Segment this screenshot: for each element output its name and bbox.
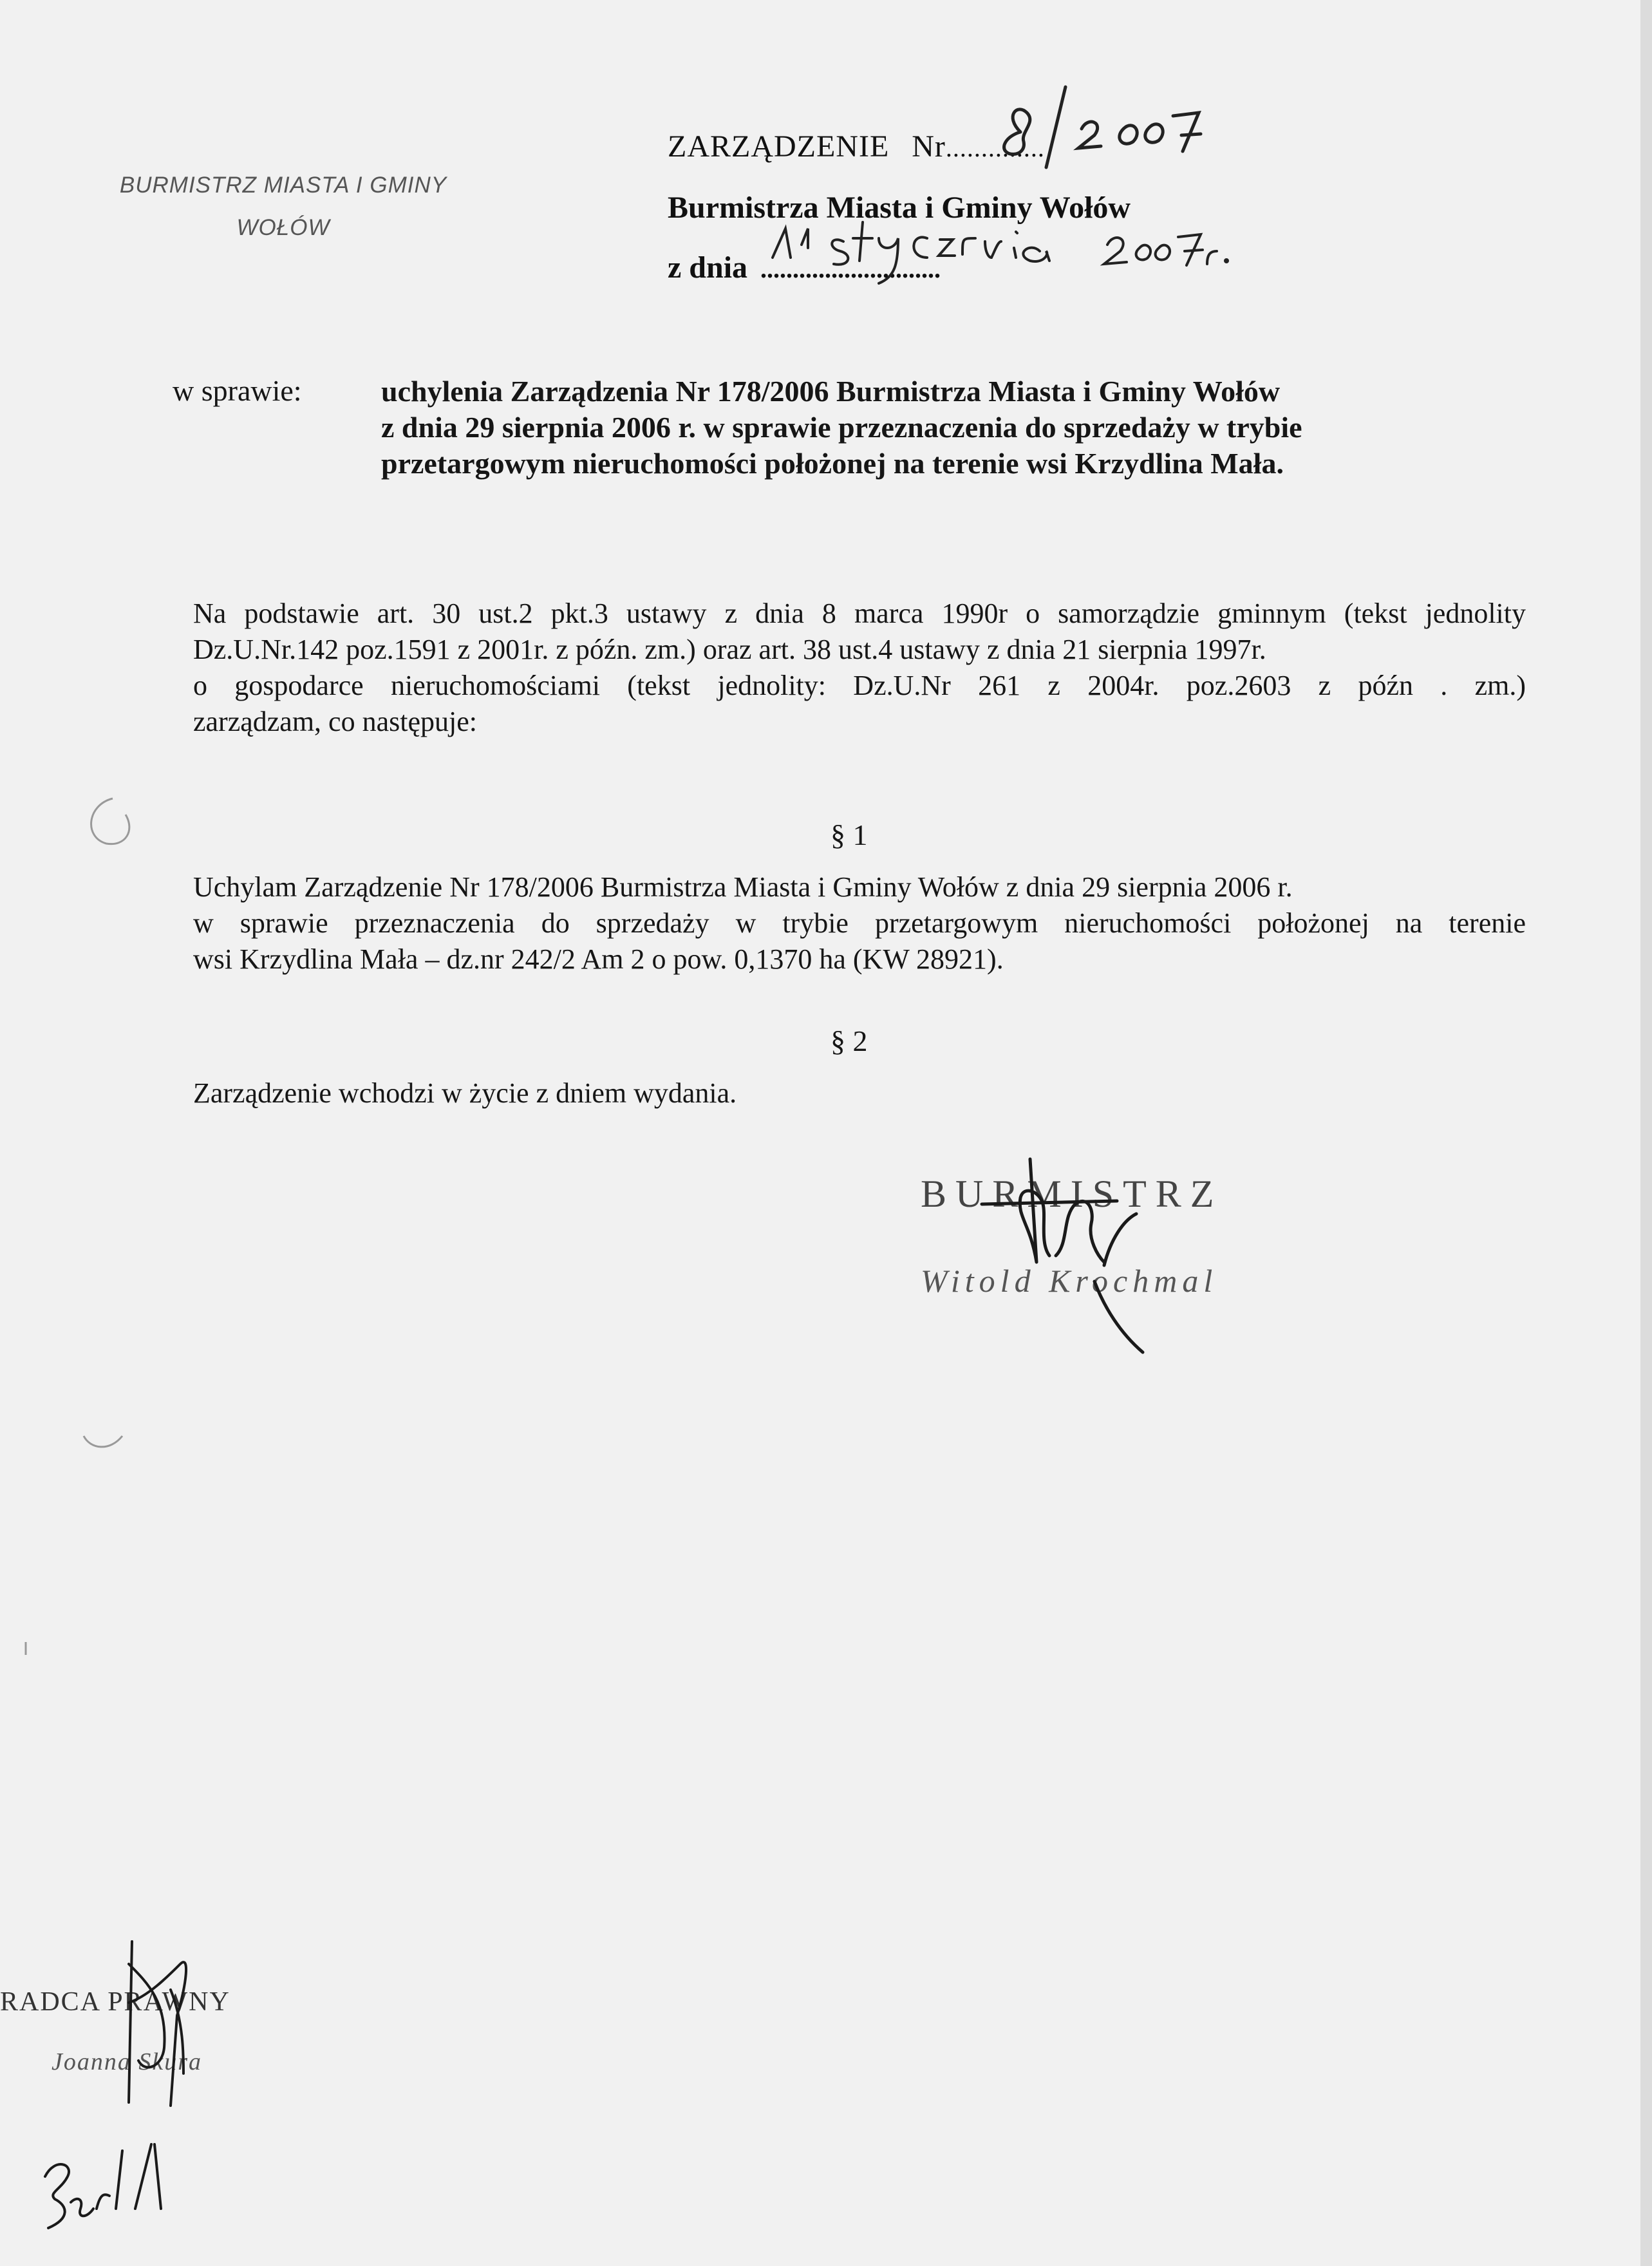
nr-dots: .............. bbox=[945, 133, 1045, 162]
authority-line: Burmistrza Miasta i Gminy Wołów bbox=[668, 191, 1131, 225]
section-1-symbol: § 1 bbox=[831, 818, 868, 851]
subject-label: w sprawie: bbox=[173, 374, 302, 407]
handwritten-date bbox=[773, 222, 1228, 283]
initials-paraph bbox=[45, 2144, 161, 2228]
section-line: w sprawie przeznaczenia do sprzedaży w trybie przetargowym nieruchomości położonej na terenie bbox=[193, 907, 1526, 939]
preamble-line: o gospodarce nieruchomościami (tekst jednolity: Dz.U.Nr 261 z 2004r. poz.2603 z późn . zm.) bbox=[193, 670, 1526, 701]
section-line: Zarządzenie wchodzi w życie z dniem wydania. bbox=[193, 1077, 737, 1109]
issuer-stamp-line2: WOŁÓW bbox=[236, 215, 330, 240]
nr-prefix: Nr bbox=[912, 129, 946, 164]
legal-counsel-stamp-name: Joanna Skura bbox=[52, 2048, 203, 2075]
section-line: wsi Krzydlina Mała – dz.nr 242/2 Am 2 o pow. 0,1370 ha (KW 28921). bbox=[193, 943, 1004, 975]
section-2-symbol: § 2 bbox=[831, 1024, 868, 1057]
scan-marks bbox=[26, 798, 129, 1655]
preamble-line: zarządzam, co następuje: bbox=[193, 706, 477, 737]
signature-stamp-name: Witold Krochmal bbox=[921, 1263, 1218, 1299]
legal-counsel-signature bbox=[129, 1941, 186, 2106]
date-dots: ............................ bbox=[760, 254, 941, 283]
mayor-signature bbox=[982, 1159, 1143, 1352]
preamble-line: Dz.U.Nr.142 poz.1591 z 2001r. z późn. zm.) oraz art. 38 ust.4 ustawy z dnia 21 sierpnia 1997r. bbox=[193, 634, 1266, 665]
preamble-line: Na podstawie art. 30 ust.2 pkt.3 ustawy z dnia 8 marca 1990r o samorządzie gminnym (tekst jednolity bbox=[193, 598, 1526, 629]
section-line: Uchylam Zarządzenie Nr 178/2006 Burmistrza Miasta i Gminy Wołów z dnia 29 sierpnia 2006 r. bbox=[193, 871, 1293, 903]
title-text: ZARZĄDZENIE bbox=[668, 129, 890, 164]
issuer-stamp-line1: BURMISTRZ MIASTA I GMINY bbox=[119, 173, 447, 198]
subject-line: przetargowym nieruchomości położonej na terenie wsi Krzydlina Mała. bbox=[381, 447, 1284, 480]
subject-line: uchylenia Zarządzenia Nr 178/2006 Burmistrza Miasta i Gminy Wołów bbox=[381, 375, 1281, 408]
signature-stamp-title: BURMISTRZ bbox=[921, 1173, 1223, 1215]
subject-line: z dnia 29 sierpnia 2006 r. w sprawie przeznaczenia do sprzedaży w trybie bbox=[381, 411, 1302, 444]
date-prefix: z dnia bbox=[668, 250, 748, 285]
legal-counsel-stamp-title: RADCA PRAWNY bbox=[0, 1987, 230, 2017]
handwritten-number bbox=[1004, 87, 1201, 167]
